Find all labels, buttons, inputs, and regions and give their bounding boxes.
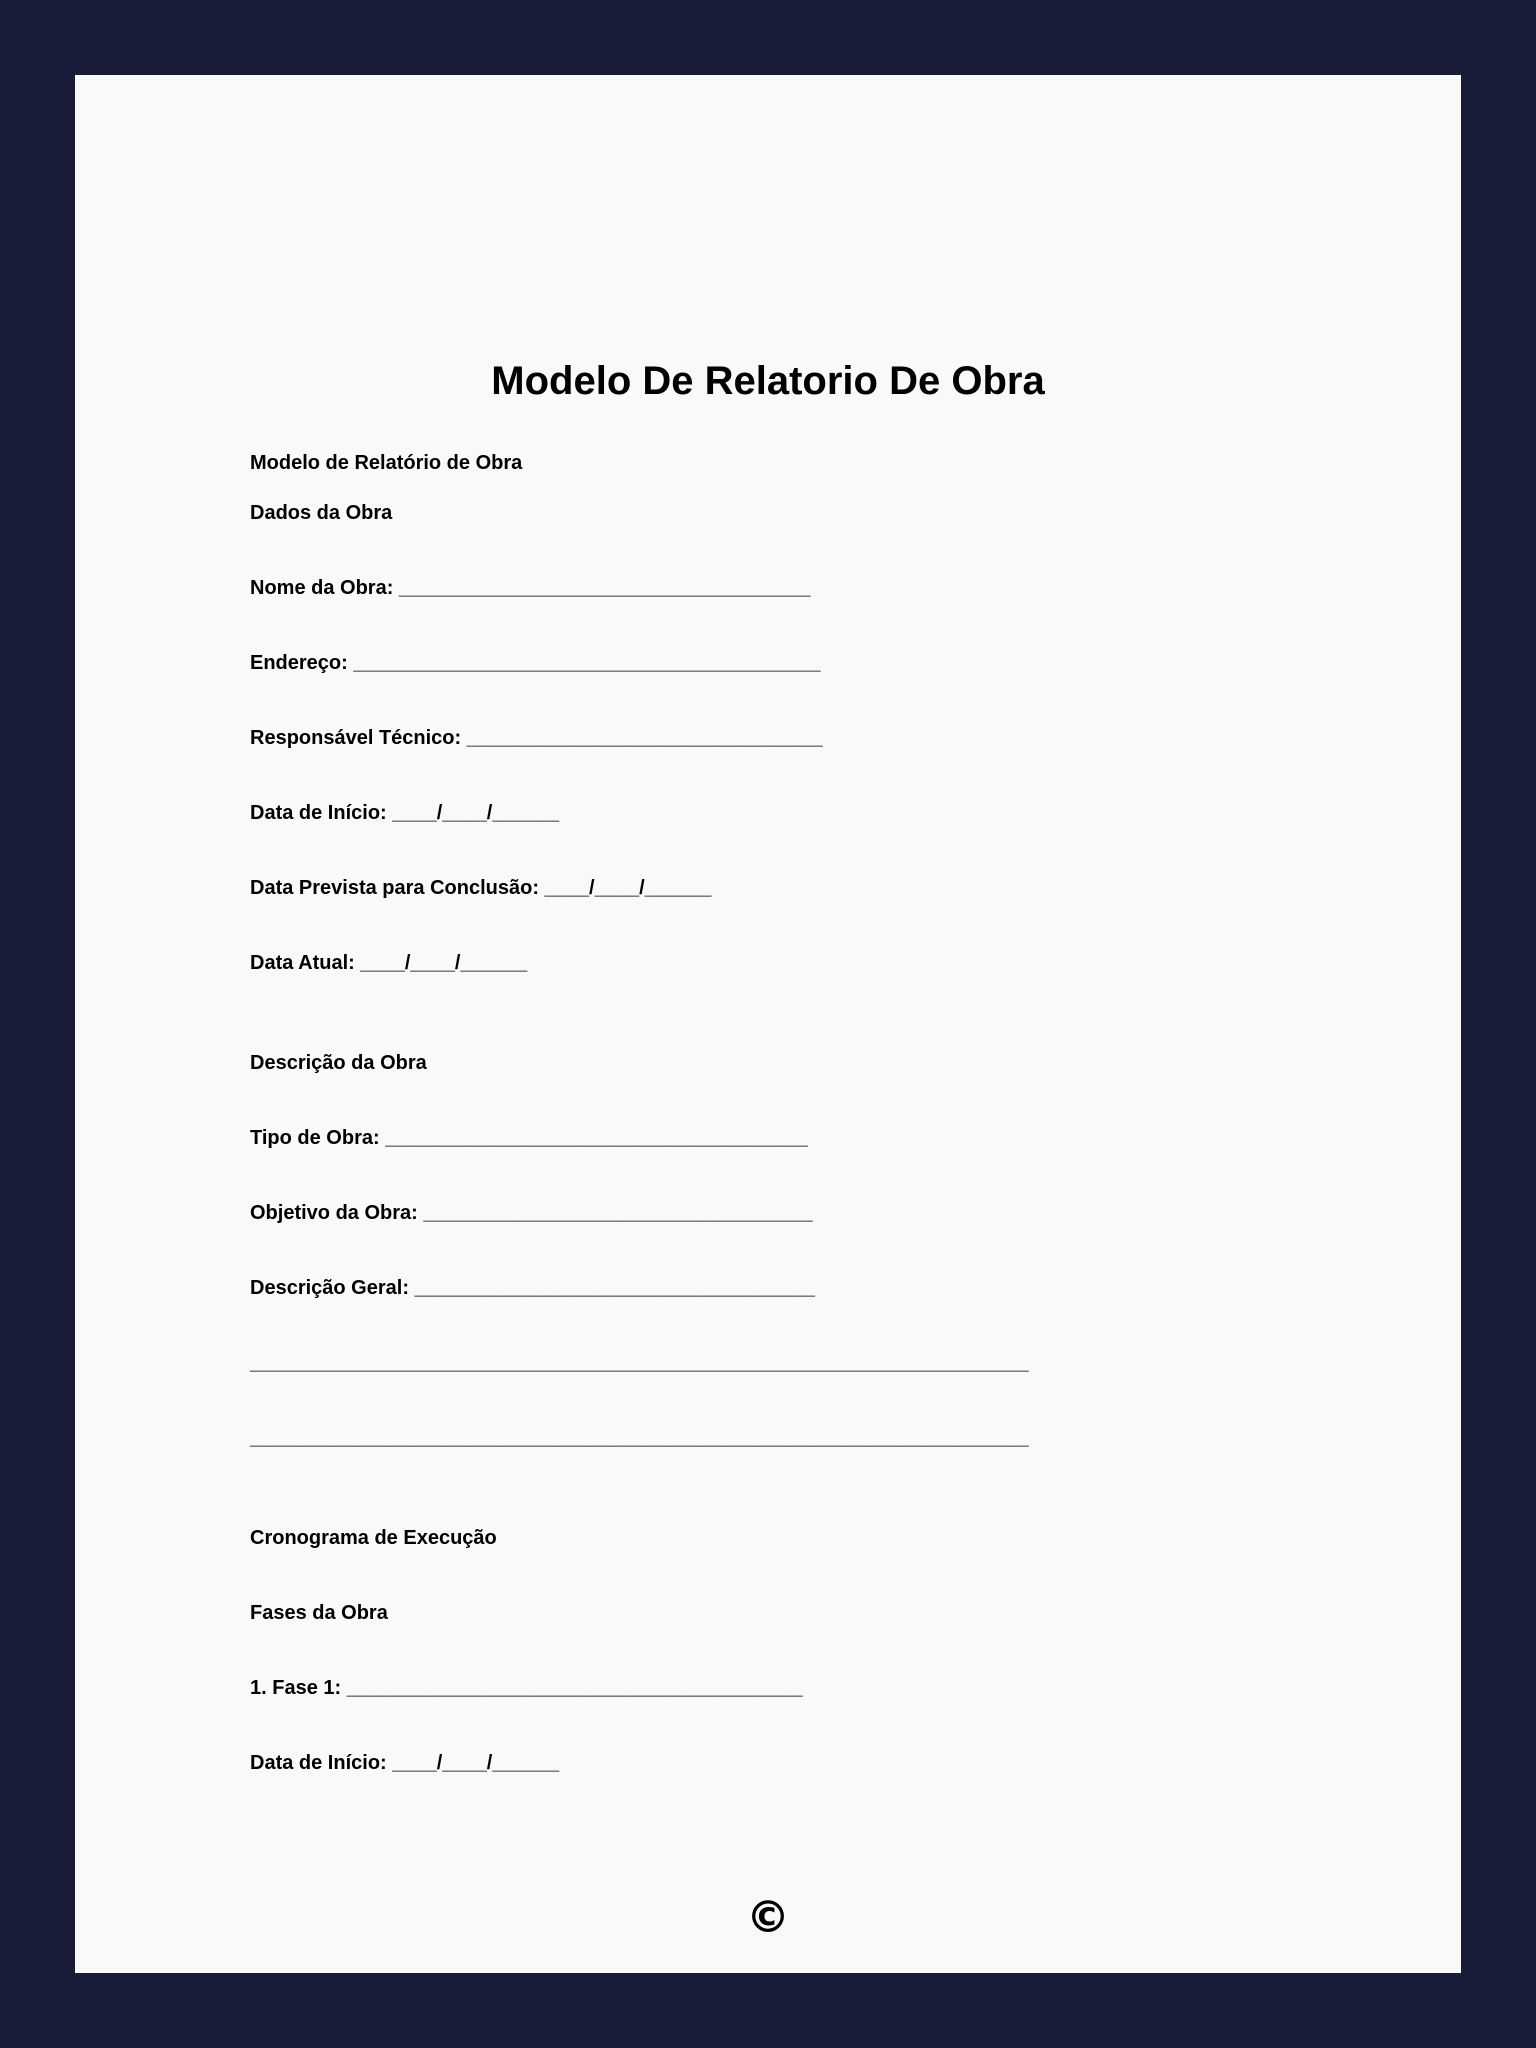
section-heading-dados: Dados da Obra	[250, 502, 393, 524]
field-nome-da-obra: Nome da Obra: _____________________________________	[250, 577, 811, 599]
field-objetivo: Objetivo da Obra: ___________________________________	[250, 1202, 813, 1224]
field-descricao-geral: Descrição Geral: ____________________________________	[250, 1277, 815, 1299]
field-fase-1: 1. Fase 1: _________________________________________	[250, 1677, 803, 1699]
document-page	[75, 75, 1461, 1973]
blank-line: ______________________________________________________________________	[250, 1427, 1029, 1449]
field-data-atual: Data Atual: ____/____/______	[250, 952, 528, 974]
field-tipo-de-obra: Tipo de Obra: ______________________________________	[250, 1127, 808, 1149]
field-fase-1-data-inicio: Data de Início: ____/____/______	[250, 1752, 560, 1774]
subsection-heading-fases: Fases da Obra	[250, 1602, 388, 1624]
field-responsavel-tecnico: Responsável Técnico: ________________________________	[250, 727, 823, 749]
field-endereco: Endereço: __________________________________________	[250, 652, 821, 674]
blank-line: ______________________________________________________________________	[250, 1352, 1029, 1374]
field-data-inicio: Data de Início: ____/____/______	[250, 802, 560, 824]
document-title: Modelo De Relatorio De Obra	[491, 359, 1045, 403]
copyright-icon: ©	[746, 1892, 790, 1943]
section-heading-descricao: Descrição da Obra	[250, 1052, 427, 1074]
doc-heading: Modelo de Relatório de Obra	[250, 452, 523, 474]
field-data-prevista: Data Prevista para Conclusão: ____/____/______	[250, 877, 712, 899]
section-heading-cronograma: Cronograma de Execução	[250, 1527, 497, 1549]
